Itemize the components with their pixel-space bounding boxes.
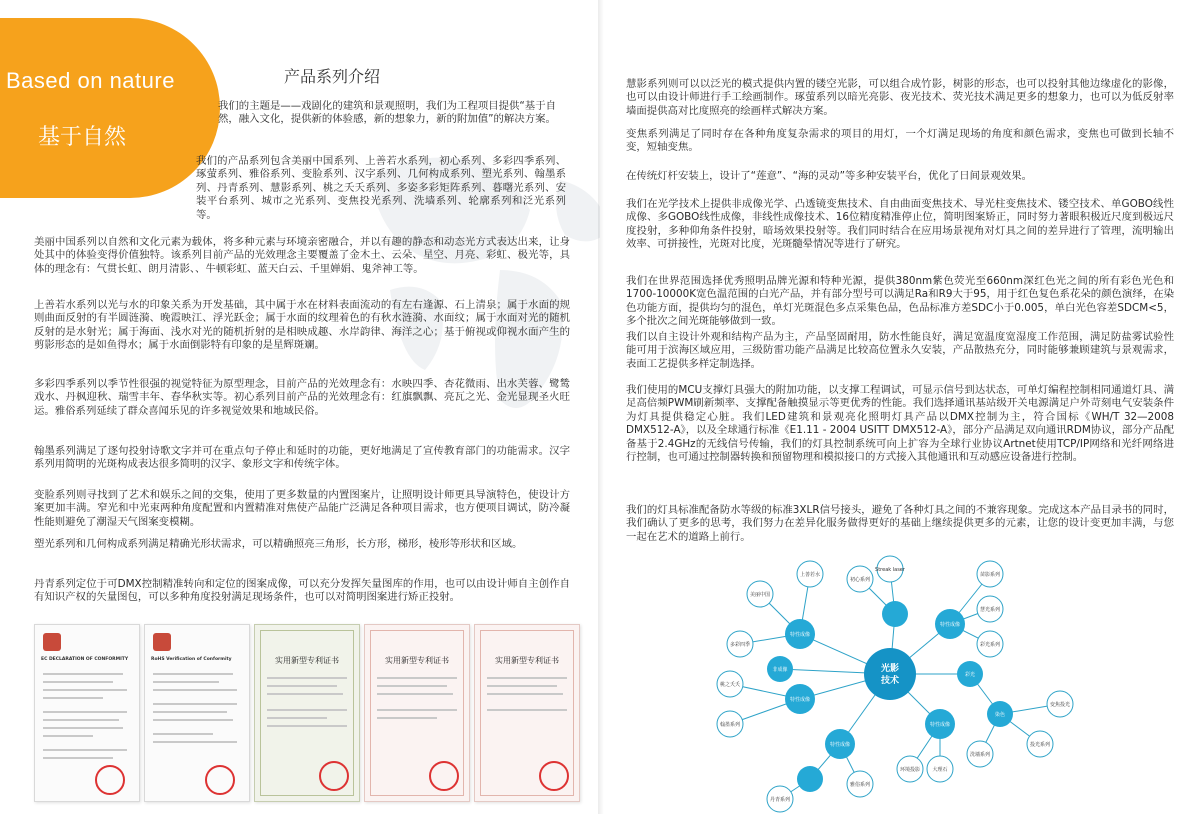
certificate-ec	[34, 624, 140, 802]
svg-text:特性成像: 特性成像	[929, 722, 951, 728]
technology-mind-map	[690, 544, 1110, 814]
svg-text:初心系列: 初心系列	[849, 577, 871, 583]
svg-text:雅俗系列: 雅俗系列	[849, 782, 871, 788]
beautiful-china-paragraph: 美丽中国系列以自然和文化元素为载体，将多种元素与环境亲密融合，并以有趣的静态和动态光方式表达出来，让身处其中的体验变得价值独特。该系列目前产品的光效理念主要覆盖了金木土、云朵、星空、月亮、彩虹、极光等，具体的理念有：气贯长虹、朗月清影、、牛顿彩虹、蓝天白云、千里婵娟、鬼斧神工等。	[34, 236, 570, 275]
bianlian-paragraph: 变脸系列则寻找到了艺术和娱乐之间的交集，使用了更多数量的内置图案片，让照明设计师更具导演特色，使设计方案更加丰满。窄光和中光束两种角度配置和内置精准对焦使产品能广泛满足各种项目需求，也方便项目调试，防冷凝性能则避免了潮湿天气图案变模糊。	[34, 489, 570, 528]
svg-text:丹青系列: 丹青系列	[769, 797, 791, 803]
svg-text:多彩四季: 多彩四季	[729, 642, 751, 648]
water-series-paragraph: 上善若水系列以光与水的印象关系为开发基础，其中属于水在材料表面流动的有左右逢源、石上清泉；属于水面的规则曲面反射的有半圆涟漪、晚霞映江、浮光跃金；属于水面的纹理着色的有秋水涟漪、水面纹；属于水面对光的随机反射的是水射光；属于海面、浅水对光的随机折射的是相映成趣、水岸韵律、海洋之心；基于俯视或仰视水面产生的剪影形态的是如鱼得水；属于水面倒影特有印象的是星辉斑斓。	[34, 299, 570, 352]
patent-certificate-pink-2	[474, 624, 580, 802]
four-seasons-paragraph: 多彩四季系列以季节性很强的视觉特征为原型理念，目前产品的光效理念有：水映四季、杏花微雨、出水芙蓉、鹭鸶戏水、丹枫迎秋、瑞雪丰年、春华秋实等。初心系列目前产品的光效理念有：红旗飘飘、亮瓦之光、金光显现圣火旺运。雅俗系列延续了群众喜闻乐见的许多视觉效果和地域民俗。	[34, 378, 570, 417]
svg-text:非成像: 非成像	[772, 667, 788, 673]
control-paragraph: 我们使用的MCU支撑灯具强大的附加功能，以支撑工程调试，可显示信号到达状态，可单灯编程控制相同通道灯具、满足高倍频PWM刷新频率、支撑配备触摸显示等更优秀的性能。我们选择通讯基站级开关电源满足户外苛刻电气安装条件为灯具提供稳定心脏。我们LED建筑和景观亮化照明灯具产品以DMX控制为主，符合国标《WH/T 32—2008 DMX512-A》，以及全球通行标准《E1.11 - 2004 USITT DMX512-A》，部分产品满足双向通讯RDM协议，部分产品配备基于2.4GHz的无线信号传输，我们的灯具控制系统可向上扩容为全球行业协议Artnet使用TCP/IP网络和光纤网络进行控制，也可通过控制器转换和预留物理和模拟接口的方式接入其他通讯和互动感应设备进行控制。	[626, 384, 1174, 464]
certificate-gallery	[34, 624, 474, 804]
svg-text:大理石: 大理石	[932, 767, 948, 773]
mind-map-center-label: 光影	[880, 664, 900, 674]
svg-text:上善若水: 上善若水	[799, 572, 821, 578]
intro-paragraph: 我们的主题是——戏剧化的建筑和景观照明，我们为工程项目提供“基于自然，融入文化，提供新的体验感，新的想象力，新的附加值”的解决方案。	[218, 100, 556, 126]
badge-chinese-text: 基于自然	[38, 125, 127, 150]
svg-text:Streak laser: Streak laser	[875, 567, 905, 573]
patent-certificate-pink-1	[364, 624, 470, 802]
zoom-series-paragraph: 变焦系列满足了同时存在各种角度复杂需求的项目的用灯，一个灯满足现场的角度和颜色需求，变焦也可做到长轴不变，短轴变焦。	[626, 128, 1174, 154]
certificate-title: 实用新型专利证书	[495, 656, 559, 665]
svg-text:染色: 染色	[994, 712, 1006, 718]
certificate-title: RoHS Verification of Conformity	[151, 657, 232, 662]
stamp-icon	[539, 761, 569, 791]
stamp-icon	[95, 765, 125, 795]
svg-text:环境投影: 环境投影	[899, 767, 921, 773]
svg-text:洗墙系列: 洗墙系列	[969, 752, 991, 758]
closing-paragraph: 我们的灯具标准配备防水等级的标准3XLR信号接头，避免了各种灯具之间的不兼容现象。完成这本产品目录书的同时，我们确认了更多的思考，我们努力在差异化服务做得更好的基础上继续提供更多的元素，让您的设计变更加丰满，与您一起在艺术的道路上前行。	[626, 504, 1174, 543]
svg-text:特性成像: 特性成像	[789, 697, 811, 703]
stamp-icon	[429, 761, 459, 791]
hanmo-paragraph: 翰墨系列满足了逐句投射诗歌文字并可在重点句子停止和延时的功能，更好地满足了宣传教育部门的功能需求。汉字系列用简明的光斑构成表达很多简明的汉字、象形文字和传统字体。	[34, 445, 570, 471]
svg-text:特性成像: 特性成像	[829, 742, 851, 748]
svg-text:美丽中国: 美丽中国	[749, 592, 771, 598]
light-source-paragraph: 我们在世界范围选择优秀照明品牌光源和特种光源，提供380nm紫色荧光至660nm深红色光之间的所有彩色光色和1700-10000K宽色温范围的白光产品，并有部分型号可以满足Ra和R9大于95，用于红色复色系花朵的颜色演绎，在染色功能方面，提供均匀的混色，单灯光斑混色多点采集色品，色品标准方差SDC小于0.005，单白光色容差SDCM<5，多个批次之间光斑能够做到一致。	[626, 275, 1174, 328]
svg-text:变焦投光: 变焦投光	[1049, 702, 1071, 708]
badge-english-text: Based on nature	[6, 68, 175, 93]
certificate-title: 实用新型专利证书	[275, 656, 339, 665]
mind-map-node-label: 特性成像	[789, 632, 811, 638]
svg-text:技术: 技术	[880, 676, 900, 686]
right-page	[600, 0, 1200, 814]
company-logo-icon	[43, 633, 61, 651]
company-logo-icon	[153, 633, 171, 651]
svg-text:慧光系列: 慧光系列	[979, 607, 1001, 613]
suguang-paragraph: 塑光系列和几何构成系列满足精确光形状需求，可以精确照亮三角形，长方形，梯形，棱形等形状和区域。	[34, 538, 523, 550]
certificate-title: 实用新型专利证书	[385, 656, 449, 665]
stamp-icon	[319, 761, 349, 791]
page-title: 产品系列介绍	[284, 67, 381, 86]
svg-text:桃之夭夭: 桃之夭夭	[719, 682, 741, 688]
svg-text:彩光: 彩光	[964, 672, 976, 678]
svg-text:彩光系列: 彩光系列	[979, 642, 1001, 648]
page-fold-shadow	[598, 0, 604, 814]
structure-paragraph: 我们以自主设计外观和结构产品为主，产品坚固耐用，防水性能良好，满足宽温度宽湿度工作范围，满足防盐雾试验性能可用于滨海区域应用，三级防雷功能产品满足比较高位置永久安装，产品散热充分，同时能够兼顾建筑与景观需求，表面工艺提供多样定制选择。	[626, 331, 1174, 370]
series-list-paragraph: 我们的产品系列包含美丽中国系列、上善若水系列，初心系列、多彩四季系列、琢萤系列、雅俗系列、变脸系列、汉字系列、几何构成系列、塑光系列、翰墨系列、丹青系列、慧影系列、桃之夭夭系列、多姿多彩矩阵系列、暮曙光系列、安装平台系列、城市之光系列、变焦投光系列、洗墙系列、轮廓系列和泛光系列等。	[196, 155, 566, 221]
optics-paragraph: 我们在光学技术上提供非成像光学、凸透镜变焦技术、自由曲面变焦技术、导光柱变焦技术、镂空技术、单GOBO线性成像、多GOBO线性成像，非线性成像技术、16位精度精准停止位，简明图案矫正，同时努力著眼积极近尺度到极远尺度投射，多种仰角条件投射，暗场效果投射等。我们同时结合在应用场景视角对灯具之间的差异进行了管理，流明输出效率、可拼接性，光斑对比度，光斑髓晕情况等进行了研究。	[626, 198, 1174, 251]
huiying-paragraph: 慧影系列则可以以泛光的模式提供内置的镂空光影，可以组合成竹影，树影的形态，也可以投射其他边缘虚化的影像，也可以由设计师进行手工绘画制作。琢萤系列以暗光亮影、夜光技术、荧光技术满足更多的想象力，也可以为低反射率墙面提供高对比度照亮的绘画样式解决方案。	[626, 78, 1174, 117]
certificate-title: EC DECLARATION OF CONFORMITY	[41, 657, 129, 662]
svg-text:特性成像: 特性成像	[939, 622, 961, 628]
theme-badge	[0, 18, 220, 198]
svg-text:苗影系列: 苗影系列	[979, 572, 1001, 578]
installation-platform-paragraph: 在传统灯杆安装上，设计了“莲意”、“海的灵动”等多种安装平台，优化了日间景观效果。	[626, 170, 1032, 182]
certificate-rohs	[144, 624, 250, 802]
stamp-icon	[205, 765, 235, 795]
svg-text:投光系列: 投光系列	[1029, 742, 1051, 748]
danqing-paragraph: 丹青系列定位于可DMX控制精准转向和定位的图案成像，可以充分发挥矢量图库的作用，也可以由设计师自主创作自有知识产权的矢量图包，可以多种角度投射满足现场条件，也可以对简明图案进行矫正投射。	[34, 578, 570, 604]
patent-certificate-green	[254, 624, 360, 802]
svg-text:翰墨系列: 翰墨系列	[719, 722, 741, 728]
